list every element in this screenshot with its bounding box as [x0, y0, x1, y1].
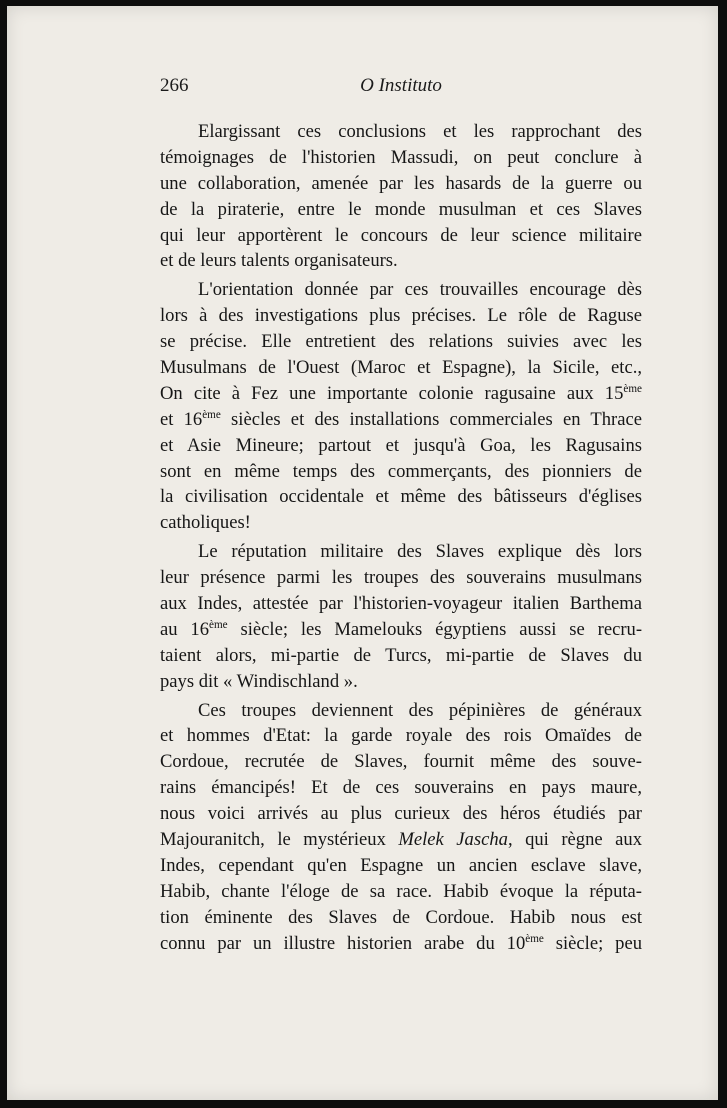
text-line: leur présence parmi les troupes des souverains musulmans — [160, 567, 642, 589]
text-line: Elargissant ces conclusions et les rapprochant des — [198, 121, 642, 142]
text-line: On cite à Fez une importante colonie ragusaine aux 15ème — [160, 382, 642, 404]
text-line: tion éminente des Slaves de Cordoue. Habib nous est — [160, 906, 642, 928]
text-line: lors à des investigations plus précises. Le rôle de Raguse — [160, 305, 642, 327]
text-line: Cordoue, recrutée de Slaves, fournit même des souve- — [160, 751, 642, 773]
text-line: de la piraterie, entre le monde musulman et ces Slaves — [160, 198, 642, 220]
text-line: taient alors, mi-partie de Turcs, mi-partie de Slaves du — [160, 644, 642, 666]
text-line: et de leurs talents organisateurs. — [160, 250, 398, 272]
text-line: sont en même temps des commerçants, des pionniers de — [160, 460, 642, 482]
text-line: Ces troupes deviennent des pépinières de généraux — [198, 699, 642, 721]
text-line: une collaboration, amenée par les hasards de la guerre ou — [160, 172, 642, 194]
text-line: et hommes d'Etat: la garde royale des rois Omaïdes de — [160, 725, 642, 747]
text-line: pays dit « Windischland ». — [160, 670, 358, 692]
text-line: catholiques! — [160, 512, 251, 534]
text-line: rains émancipés! Et de ces souverains en pays maure, — [160, 777, 642, 799]
text-line: au 16ème siècle; les Mamelouks égyptiens aussi se recru- — [160, 618, 643, 640]
text-line: Le réputation militaire des Slaves explique dès lors — [198, 541, 642, 563]
paragraph — [160, 539, 642, 694]
paragraph — [160, 277, 642, 536]
paragraph — [160, 119, 642, 274]
page-number: 266 — [160, 75, 189, 96]
text-line: Majouranitch, le mystérieux Melek Jascha, qui règne aux — [160, 829, 642, 851]
text-line: témoignages de l'historien Massudi, on peut conclure à — [160, 146, 642, 168]
text-line: Indes, cependant qu'en Espagne un ancien esclave slave, — [160, 854, 642, 876]
text-line: aux Indes, attestée par l'historien-voyageur italien Barthema — [160, 593, 642, 615]
paragraph — [160, 698, 642, 957]
text-line: qui leur apportèrent le concours de leur science militaire — [160, 224, 642, 246]
journal-title: O Instituto — [360, 75, 442, 96]
text-line: se précise. Elle entretient des relations suivies avec les — [160, 331, 642, 353]
text-line: nous voici arrivés au plus curieux des héros étudiés par — [160, 803, 642, 825]
text-line: et Asie Mineure; partout et jusqu'à Goa, les Ragusains — [160, 434, 642, 456]
text-line: Musulmans de l'Ouest (Maroc et Espagne), la Sicile, etc., — [160, 357, 642, 379]
text-line: L'orientation donnée par ces trouvailles encourage dès — [198, 279, 642, 301]
text-line: Habib, chante l'éloge de sa race. Habib évoque la réputa- — [160, 880, 642, 902]
text-line: connu par un illustre historien arabe du 10ème siècle; peu — [160, 932, 642, 954]
text-line: la civilisation occidentale et même des bâtisseurs d'églises — [160, 486, 642, 508]
text-line: et 16ème siècles et des installations commerciales en Thrace — [160, 408, 642, 430]
body-text — [160, 119, 642, 957]
running-head — [160, 75, 642, 105]
